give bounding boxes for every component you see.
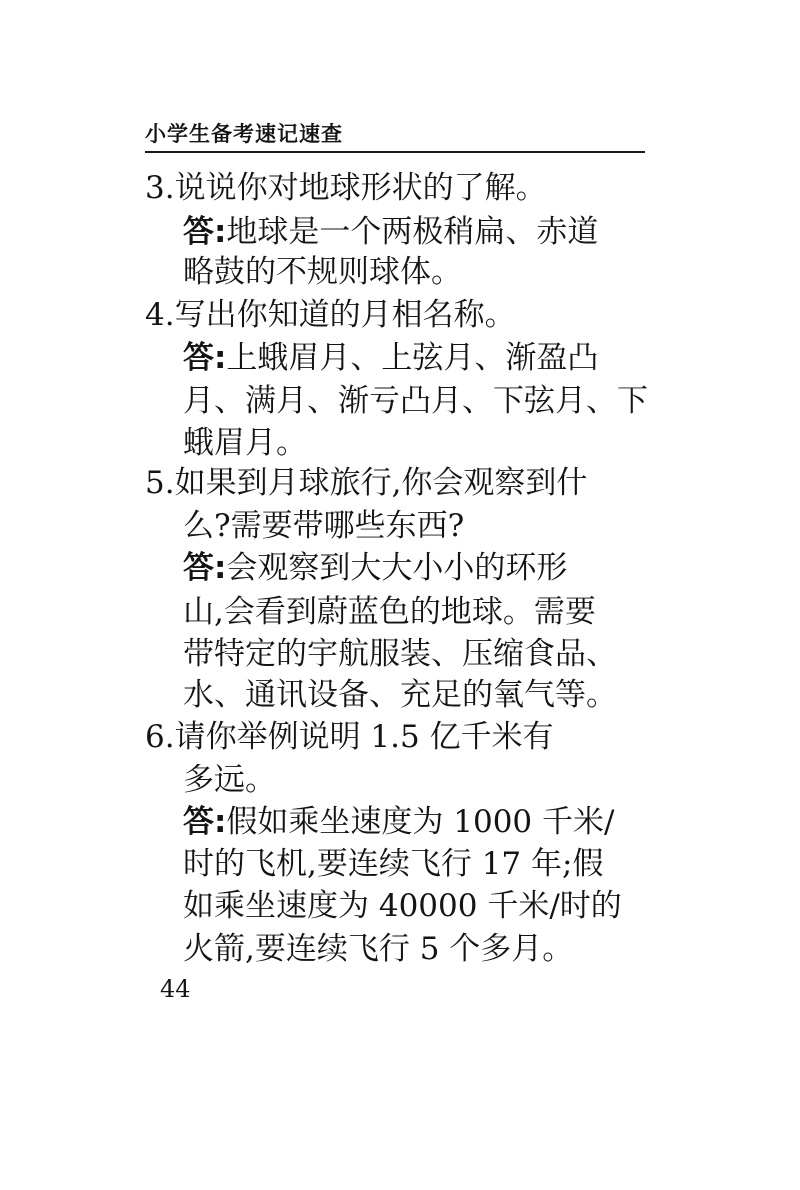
answer-5-line-4: 水、通讯设备、充足的氧气等。 [183, 677, 617, 713]
question-6-line-1: 6.请你举例说明 1.5 亿千米有 [145, 719, 554, 755]
header-divider [145, 151, 645, 153]
question-6-line-2: 多远。 [183, 762, 276, 798]
answer-label: 答: [183, 340, 227, 376]
answer-4-line-1 [183, 338, 598, 378]
answer-5-line-2: 山,会看到蔚蓝色的地球。需要 [183, 594, 596, 630]
answer-5-text-1: 会观察到大大小小的环形 [226, 550, 568, 586]
book-title-header: 小学生备考速记速查 [145, 122, 343, 146]
answer-label: 答: [183, 550, 227, 586]
answer-label: 答: [183, 804, 227, 840]
answer-4-line-3: 蛾眉月。 [183, 425, 307, 461]
answer-3-line-2: 略鼓的不规则球体。 [183, 254, 462, 290]
answer-3-text-1: 地球是一个两极稍扁、赤道 [226, 214, 599, 250]
question-5-line-2: 么?需要带哪些东西? [183, 508, 465, 544]
answer-6-line-3: 如乘坐速度为 40000 千米/时的 [183, 888, 622, 924]
answer-4-line-2: 月、满月、渐亏凸月、下弦月、下 [183, 383, 648, 419]
answer-6-line-2: 时的飞机,要连续飞行 17 年;假 [183, 846, 604, 882]
answer-4-text-1: 上蛾眉月、上弦月、渐盈凸 [226, 340, 599, 376]
page-number: 44 [160, 975, 191, 1003]
answer-5-line-3: 带特定的宇航服装、压缩食品、 [183, 636, 617, 672]
answer-5-line-1 [183, 548, 567, 588]
answer-label: 答: [183, 214, 227, 250]
question-3-line-1: 3.说说你对地球形状的了解。 [145, 170, 547, 206]
answer-3-line-1 [183, 212, 598, 252]
question-5-line-1: 5.如果到月球旅行,你会观察到什 [145, 465, 588, 501]
question-4-line-1: 4.写出你知道的月相名称。 [145, 297, 516, 333]
answer-6-line-4: 火箭,要连续飞行 5 个多月。 [183, 931, 574, 967]
answer-6-line-1 [183, 802, 614, 842]
answer-6-text-1: 假如乘坐速度为 1000 千米/ [226, 804, 615, 840]
